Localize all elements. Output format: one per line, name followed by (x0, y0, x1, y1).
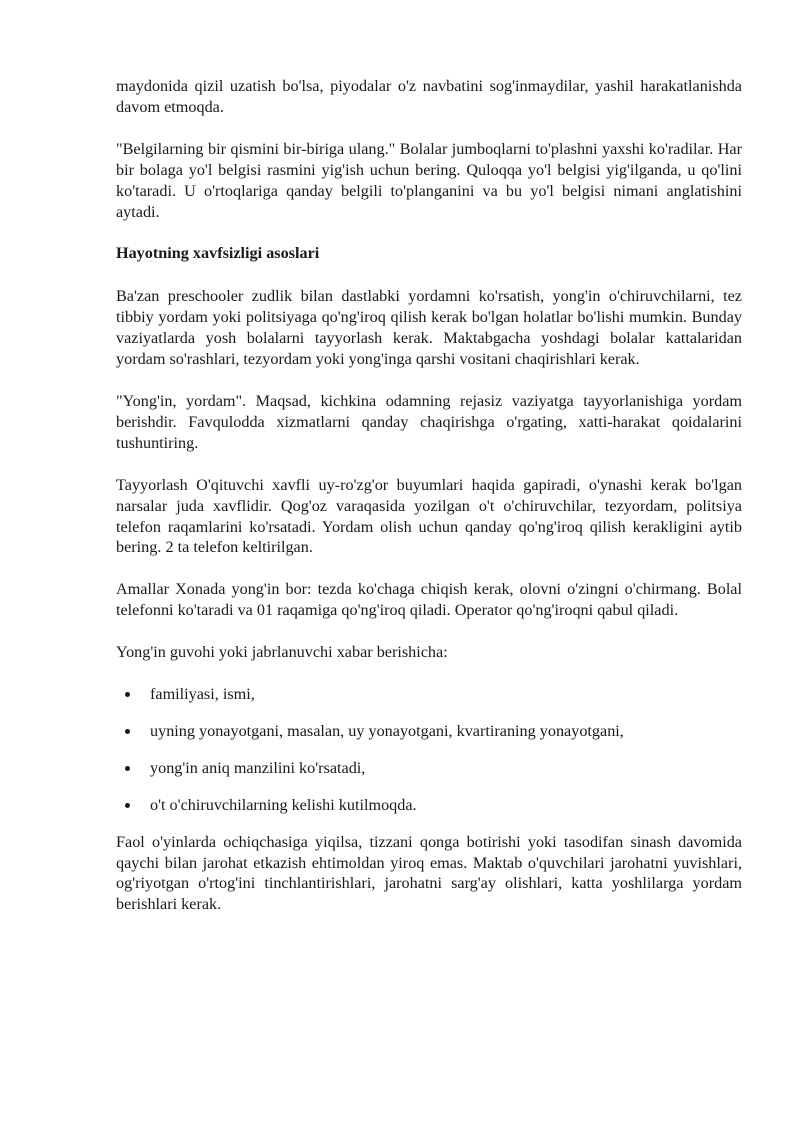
paragraph-actions: Amallar Xonada yong'in bor: tezda ko'chaga chiqish kerak, olovni o'zingni o'chirmang. Bolal telefonni ko'taradi va 01 raqamiga qo'ng'iroq qiladi. Operator qo'ng'iroqni qabul qiladi. (116, 580, 742, 620)
paragraph-first-aid: Ba'zan preschooler zudlik bilan dastlabki yordamni ko'rsatish, yong'in o'chiruvchilarni, tez tibbiy yordam yoki politsiyaga qo'ng'iroq qilish kerak bo'lgan holatlar bo'lishi mumkin. Bunday vaziyatlarda yosh bolalarni tayyorlash kerak. Maktabgacha yoshdagi bolalar kattalaridan yordam so'rashlari, tezyordam yoki yong'inga qarshi vositani chaqirishlari kerak. (116, 287, 742, 369)
list-item-text: familiyasi, ismi, (150, 685, 255, 704)
paragraph-traffic-light: maydonida qizil uzatish bo'lsa, piyodalar o'z navbatini sog'inmaydilar, yashil harakatlanishda davom etmoqda. (116, 77, 742, 116)
list-item (116, 795, 742, 816)
paragraph-fire-help: "Yong'in, yordam". Maqsad, kichkina odamning rejasiz vaziyatga tayyorlanishiga yordam berishdir. Favqulodda xizmatlarni qanday chaqirishga o'rgating, xatti-harakat qoidalarini tushuntiring. (116, 391, 742, 452)
list-item (116, 684, 742, 705)
paragraph-injuries: Faol o'yinlarda ochiqchasiga yiqilsa, tizzani qonga botirishi yoki tasodifan sinash davomida qaychi bilan jarohat etkazish ehtimoldan yiroq emas. Maktab o'quvchilari jarohatni yuvishlari, og'riyotgan o'rtog'ini tinchlantirishlari, jarohatni sarg'ay olishlari, katta yoshlilarga yordam berishlari kerak. (116, 832, 742, 914)
list-item-text: uyning yonayotgani, masalan, uy yonayotgani, kvartiraning yonayotgani, (150, 721, 624, 740)
bullet-icon (125, 766, 130, 771)
list-item (116, 758, 742, 779)
list-item-text: o't o'chiruvchilarning kelishi kutilmoqda. (150, 795, 417, 814)
bullet-icon (125, 692, 130, 697)
paragraph-preparation: Tayyorlash O'qituvchi xavfli uy-ro'zg'or buyumlari haqida gapiradi, o'ynashi kerak bo'lgan narsalar juda xavflidir. Qog'oz varaqasida yozilgan o't o'chiruvchilar, tezyordam, politsiya telefon raqamlarini ko'rsatadi. Yordam olish uchun qanday qo'ng'iroq qilish kerakligini aytib bering. 2 ta telefon keltirilgan. (116, 475, 742, 557)
list-item (116, 721, 742, 742)
document-page (116, 76, 742, 936)
paragraph-witness-report: Yong'in guvohi yoki jabrlanuvchi xabar berishicha: (116, 643, 448, 662)
bullet-icon (125, 729, 130, 734)
report-details-list (116, 684, 742, 816)
bullet-icon (125, 803, 130, 808)
list-item-text: yong'in aniq manzilini ko'rsatadi, (150, 758, 366, 777)
paragraph-road-sign-puzzle: "Belgilarning bir qismini bir-biriga ulang." Bolalar jumboqlarni to'plashni yaxshi ko'radilar. Har bir bolaga yo'l belgisi rasmini yig'ish uchun bering. Quloqqa yo'l belgisi yig'ilganda, u qo'lini ko'taradi. U o'rtoqlariga qanday belgili to'planganini va bu yo'l belgisi nimani anglatishini aytadi. (116, 139, 742, 221)
section-heading: Hayotning xavfsizligi asoslari (116, 244, 320, 263)
